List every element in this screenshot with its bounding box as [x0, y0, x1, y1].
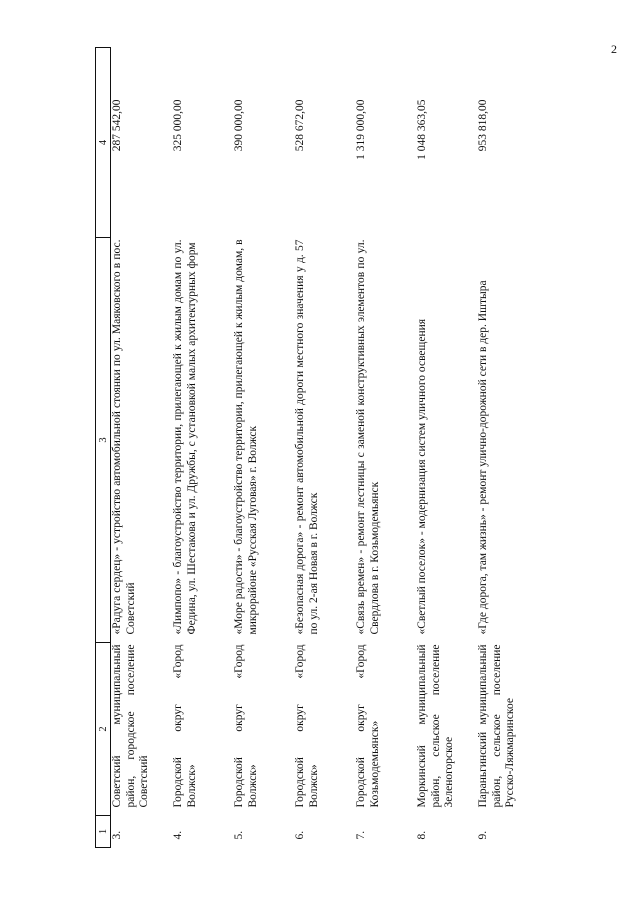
header-col-4: 4 [96, 48, 111, 238]
amount-cell: 1 319 000,00 [355, 99, 367, 160]
amount-cell: 1 048 363,05 [416, 99, 428, 160]
table-row [416, 48, 477, 848]
project-cell: «Связь времен» - ремонт лестницы с заменой конструктивных элементов по ул. Свердлова в г. Козьмодемьянск [355, 239, 381, 635]
amount-cell: 287 542,00 [111, 99, 123, 152]
table-row [172, 48, 233, 848]
project-cell: «Радуга сердец» - устройство автомобильной стоянки по ул. Маяковского в пос. Советский [111, 239, 137, 635]
rotated-table-container [95, 48, 640, 848]
amount-cell: 953 818,00 [477, 99, 489, 152]
table-row [294, 48, 355, 848]
amount-cell: 528 672,00 [294, 99, 306, 152]
row-number: 4. [172, 830, 184, 840]
municipality-cell: Советский муниципальный район, городское поселение Советский [111, 644, 150, 808]
table-row [111, 48, 173, 848]
municipality-cell: Параньгинский муниципальный район, сельское поселение Русско-Ляжмаринское [477, 644, 516, 808]
row-number: 9. [477, 830, 489, 840]
grant-table [95, 47, 538, 848]
row-number: 7. [355, 830, 367, 840]
row-number: 3. [111, 830, 123, 840]
header-col-2: 2 [96, 643, 111, 816]
project-cell: «Светлый поселок» - модернизация систем уличного освещения [416, 318, 428, 635]
table-row [355, 48, 416, 848]
project-cell: «Лимпопо» - благоустройство территории, прилегающей к жилым домам по ул. Федина, ул. Шестакова и ул. Дружбы, с установкой малых архитектурных форм [172, 239, 198, 635]
municipality-cell: Моркинский муниципальный район, сельское поселение Зеленогорское [416, 644, 455, 808]
table-row [233, 48, 294, 848]
amount-cell: 390 000,00 [233, 99, 245, 152]
project-cell: «Безопасная дорога» - ремонт автомобильной дороги местного значения у д. 57 по ул. 2-ая Новая в г. Волжск [294, 239, 320, 635]
municipality-cell: Городской округ «Город Козьмодемьянск» [355, 644, 381, 808]
amount-cell: 325 000,00 [172, 99, 184, 152]
header-col-1: 1 [96, 816, 111, 848]
header-row [96, 48, 111, 848]
municipality-cell: Городской округ «Город Волжск» [294, 644, 320, 808]
project-cell: «Где дорога, там жизнь» - ремонт улично-дорожной сети в дер. Иштыра [477, 280, 489, 635]
municipality-cell: Городской округ «Город Волжск» [172, 644, 198, 808]
row-number: 5. [233, 830, 245, 840]
page-number: 2 [611, 42, 617, 56]
table-row [477, 48, 538, 848]
municipality-cell: Городской округ «Город Волжск» [233, 644, 259, 808]
header-col-3: 3 [96, 238, 111, 643]
project-cell: «Море радости» - благоустройство территории, прилегающей к жилым домам, в микрорайоне «Русская Луговая» г. Волжск [233, 239, 259, 635]
row-number: 8. [416, 830, 428, 840]
row-number: 6. [294, 830, 306, 840]
